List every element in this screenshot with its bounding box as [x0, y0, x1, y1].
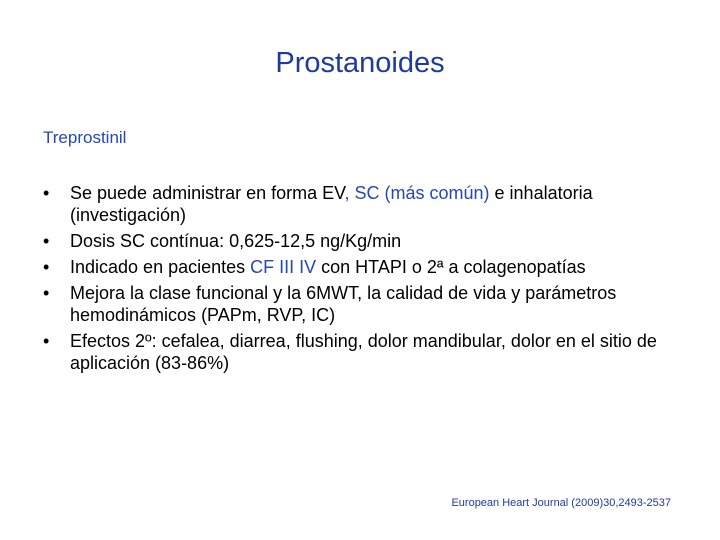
bullet-item — [43, 330, 683, 374]
bullet-dot-icon: • — [43, 257, 50, 277]
bullet-dot-icon: • — [43, 231, 50, 251]
bullet-item — [43, 182, 683, 226]
bullet-list — [43, 182, 683, 378]
bullet-dot-icon: • — [43, 183, 50, 203]
bullet-item — [43, 282, 683, 326]
bullet-text-tail: e inhalatoria (investigación) — [70, 183, 593, 225]
bullet-text: Dosis SC contínua: 0,625-12,5 ng/Kg/min — [70, 231, 402, 251]
reference-citation: European Heart Journal (2009)30,2493-2537 — [451, 497, 671, 509]
bullet-text: Efectos 2º: cefalea, diarrea, flushing, dolor mandibular, dolor en el sitio de aplicación (83-86%) — [70, 331, 657, 373]
bullet-text: Mejora la clase funcional y la 6MWT, la calidad de vida y parámetros hemodinámicos (PAPm, RVP, IC) — [70, 283, 617, 325]
bullet-highlight: , SC (más común) — [344, 183, 490, 203]
slide-subtitle: Treprostinil — [43, 128, 127, 147]
bullet-text-tail: con HTAPI o 2ª a colagenopatías — [316, 257, 586, 277]
bullet-item — [43, 230, 683, 252]
bullet-text: Se puede administrar en forma EV — [70, 183, 345, 203]
bullet-dot-icon: • — [43, 331, 50, 351]
bullet-item — [43, 256, 683, 278]
bullet-text: Indicado en pacientes — [70, 257, 251, 277]
bullet-dot-icon: • — [43, 283, 50, 303]
bullet-highlight: CF III IV — [250, 257, 317, 277]
slide-title: Prostanoides — [275, 47, 445, 79]
